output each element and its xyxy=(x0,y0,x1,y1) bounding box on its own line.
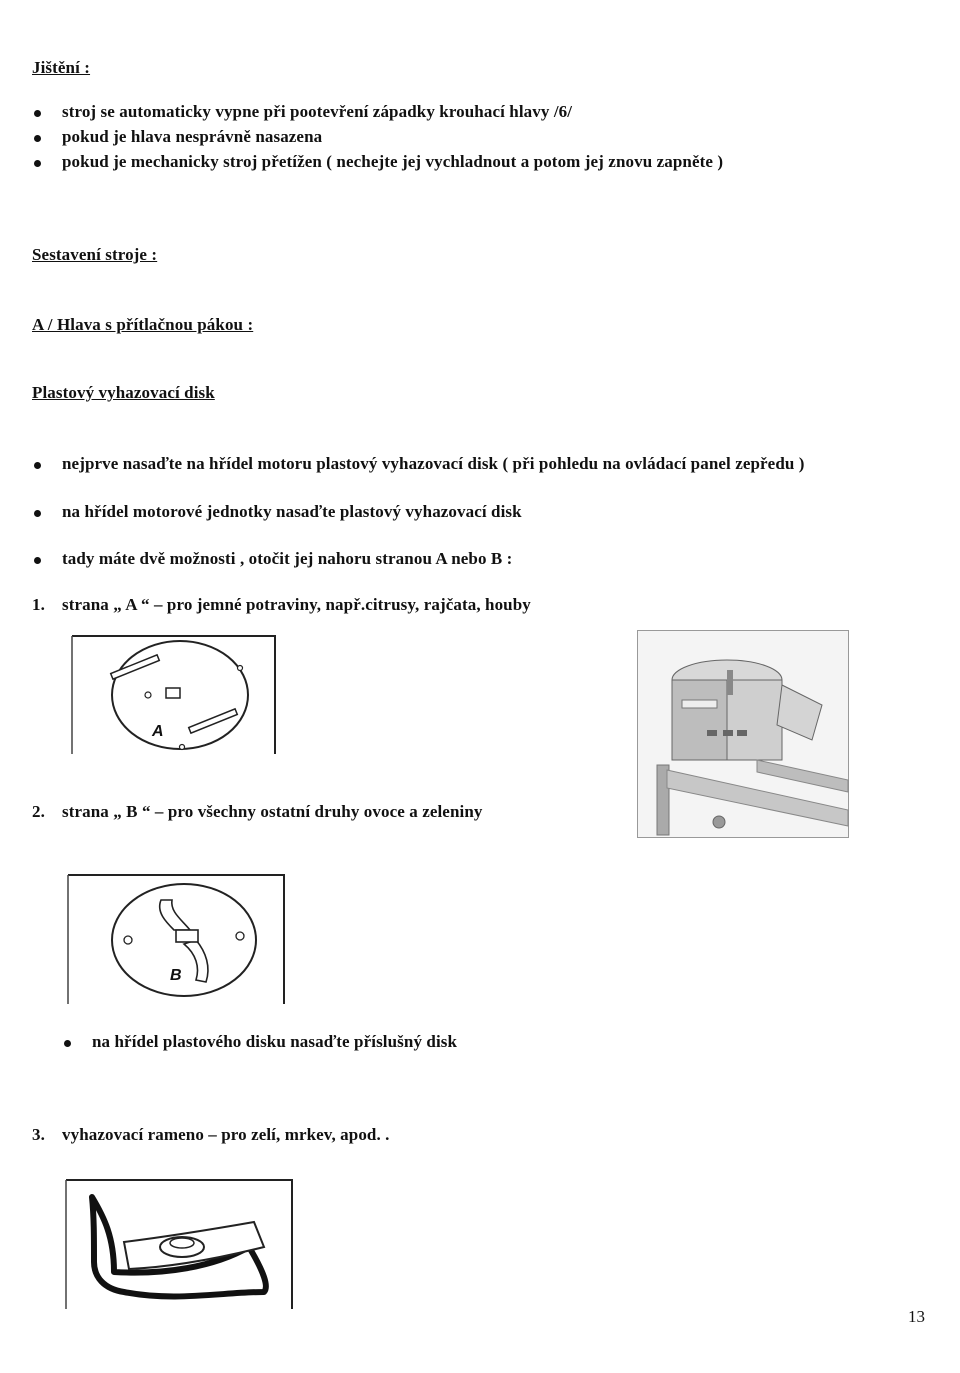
assembly-item-3: tady máte dvě možnosti , otočit jej nahoru stranou A nebo B : xyxy=(62,549,513,568)
bullet-icon xyxy=(34,557,41,564)
safety-item-1: stroj se automaticky vypne při pootevření západky krouhací hlavy /6/ xyxy=(62,102,573,121)
disk-a-illustration xyxy=(70,632,280,757)
assembly-item-1: nejprve nasaďte na hřídel motoru plastový vyhazovací disk ( při pohledu na ovládací panel zepředu ) xyxy=(62,454,805,473)
bullet-icon xyxy=(34,135,41,142)
page-number: 13 xyxy=(908,1307,925,1326)
safety-item-2: pokud je hlava nesprávně nasazena xyxy=(62,127,323,146)
machine-photo xyxy=(637,630,849,838)
option-2-text: strana „ B “ – pro všechny ostatní druhy ovoce a zeleniny xyxy=(62,802,483,821)
safety-item-3: pokud je mechanicky stroj přetížen ( nechejte jej vychladnout a potom jej znovu zapněte ) xyxy=(62,152,724,171)
bullet-icon xyxy=(34,110,41,117)
disk-a-label: A xyxy=(152,723,164,740)
option-1-text: strana „ A “ – pro jemné potraviny, např.citrusy, rajčata, houby xyxy=(62,595,531,614)
bullet-icon xyxy=(64,1040,71,1047)
ejector-arm-illustration xyxy=(64,1177,296,1312)
assembly-heading: Sestavení stroje : xyxy=(32,245,158,264)
final-item: na hřídel plastového disku nasaďte příslušný disk xyxy=(92,1032,458,1051)
option-2-number: 2. xyxy=(32,802,45,821)
option-1-number: 1. xyxy=(32,595,45,614)
part-heading: Plastový vyhazovací disk xyxy=(32,383,215,402)
disk-b-label: B xyxy=(170,967,182,984)
safety-heading: Jištění : xyxy=(32,58,91,77)
bullet-icon xyxy=(34,462,41,469)
assembly-subheading: A / Hlava s přítlačnou pákou : xyxy=(32,315,254,334)
bullet-icon xyxy=(34,510,41,517)
disk-b-illustration xyxy=(66,872,288,1007)
assembly-item-2: na hřídel motorové jednotky nasaďte plastový vyhazovací disk xyxy=(62,502,522,521)
bullet-icon xyxy=(34,160,41,167)
option-3-number: 3. xyxy=(32,1125,45,1144)
option-3-text: vyhazovací rameno – pro zelí, mrkev, apod. . xyxy=(62,1125,390,1144)
